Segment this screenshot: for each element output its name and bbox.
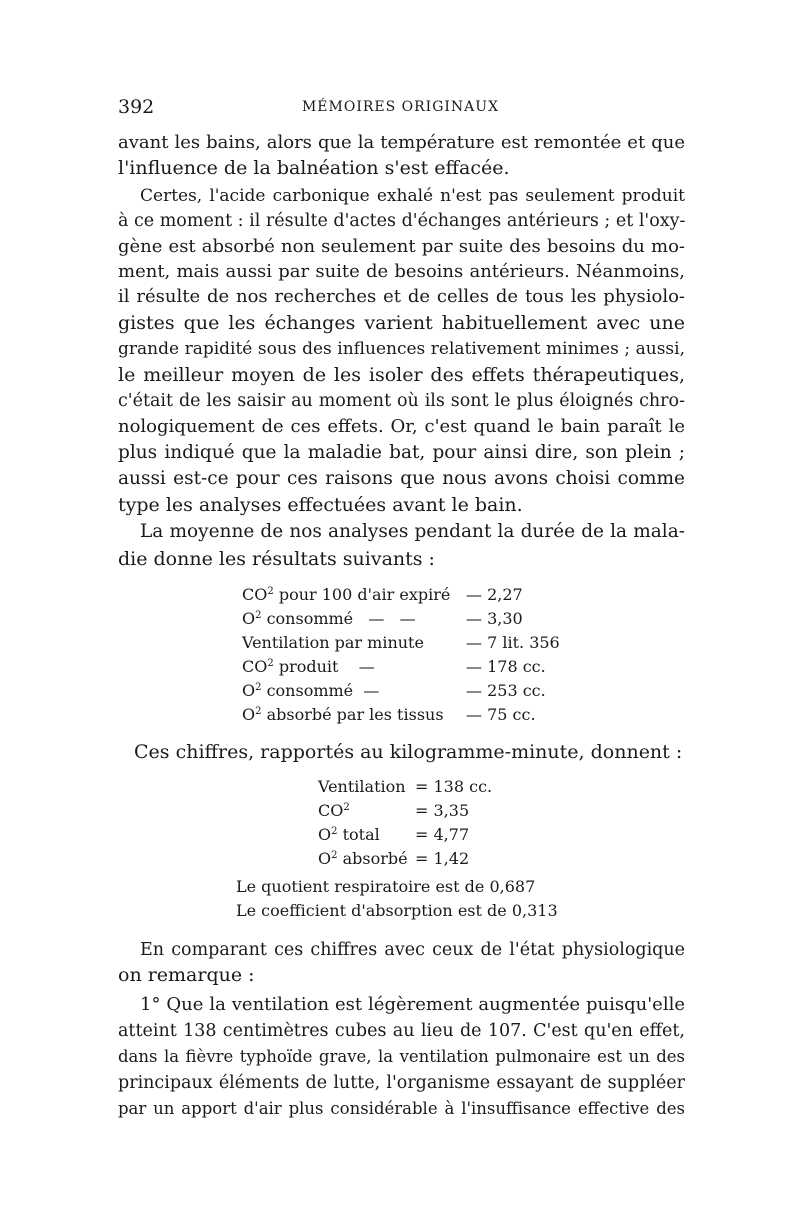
table-value: = 138 cc. — [415, 777, 493, 796]
text-line: Ces chiffres, rapportés au kilogramme-minute, donnent : — [134, 741, 683, 763]
text-line: gène est absorbé non seulement par suite des besoins du mo- — [118, 236, 685, 257]
table-value: — 3,30 — [466, 609, 523, 628]
table-value: — 178 cc. — [466, 657, 546, 676]
table-label: $O^2$ absorbé par les tissus — [242, 705, 444, 724]
text-line: type les analyses effectuées avant le bain. — [118, 494, 523, 516]
text-line: La moyenne de nos analyses pendant la durée de la mala- — [140, 521, 685, 542]
table-label: Ventilation — [318, 777, 406, 796]
text-line: plus indiqué que la maladie bat, pour ainsi dire, son plein ; — [118, 442, 685, 463]
text-line: dans la fièvre typhoïde grave, la ventilation pulmonaire est un des — [118, 1047, 685, 1066]
table-label: $O^2$ consommé — — [242, 681, 380, 700]
text-line: ment, mais aussi par suite de besoins antérieurs. Néanmoins, — [118, 261, 685, 282]
absorption-coefficient: Le coefficient d'absorption est de 0,313 — [236, 901, 558, 920]
page-number: 392 — [118, 96, 155, 118]
table-label: $O^2$ absorbé — [318, 849, 408, 868]
table-value: — 7 lit. 356 — [466, 633, 560, 652]
text-line: Certes, l'acide carbonique exhalé n'est pas seulement produit — [140, 186, 685, 206]
text-line: principaux éléments de lutte, l'organisme essayant de suppléer — [118, 1073, 685, 1093]
respiratory-quotient: Le quotient respiratoire est de 0,687 — [236, 877, 536, 896]
text-line: avant les bains, alors que la température est remontée et que — [118, 132, 685, 153]
table-value: — 75 cc. — [466, 705, 536, 724]
table-label: $CO^2$ produit — — [242, 657, 375, 676]
text-line: nologiquement de ces effets. Or, c'est quand le bain paraît le — [118, 416, 685, 437]
text-line: on remarque : — [118, 964, 255, 986]
table-label: $O^2$ consommé — — — [242, 609, 416, 628]
text-line: grande rapidité sous des influences relativement minimes ; aussi, — [118, 339, 685, 359]
text-line: aussi est-ce pour ces raisons que nous avons choisi comme — [118, 468, 685, 489]
table-value: — 253 cc. — [466, 681, 546, 700]
text-line: gistes que les échanges varient habituellement avec une — [118, 312, 685, 334]
text-line: par un apport d'air plus considérable à l'insuffisance effective des — [118, 1099, 685, 1118]
running-title: MÉMOIRES ORIGINAUX — [301, 99, 500, 115]
table-value: = 4,77 — [415, 825, 470, 844]
text-line: à ce moment : il résulte d'actes d'échanges antérieurs ; et l'oxy- — [118, 211, 686, 231]
page-header — [118, 96, 683, 120]
table-value: = 1,42 — [415, 849, 470, 868]
text-line: En comparant ces chiffres avec ceux de l'état physiologique — [140, 940, 685, 960]
text-line: l'influence de la balnéation s'est effacée. — [118, 157, 510, 179]
table-label: $O^2$ total — [318, 825, 380, 844]
text-line: c'était de les saisir au moment où ils sont le plus éloignés chro- — [118, 391, 685, 411]
table-label: $CO^2$ — [318, 801, 350, 820]
table-label: $CO^2$ pour 100 d'air expiré — [242, 585, 451, 604]
table-value: = 3,35 — [415, 801, 470, 820]
table-label: Ventilation par minute — [242, 633, 424, 652]
text-line: atteint 138 centimètres cubes au lieu de 107. C'est qu'en effet, — [118, 1021, 685, 1041]
text-line: le meilleur moyen de les isoler des effets thérapeutiques, — [118, 364, 685, 386]
text-line: die donne les résultats suivants : — [118, 548, 435, 570]
text-line: il résulte de nos recherches et de celles de tous les physiolo- — [118, 286, 685, 307]
table-value: — 2,27 — [466, 585, 523, 604]
text-line: 1° Que la ventilation est légèrement augmentée puisqu'elle — [140, 994, 685, 1015]
